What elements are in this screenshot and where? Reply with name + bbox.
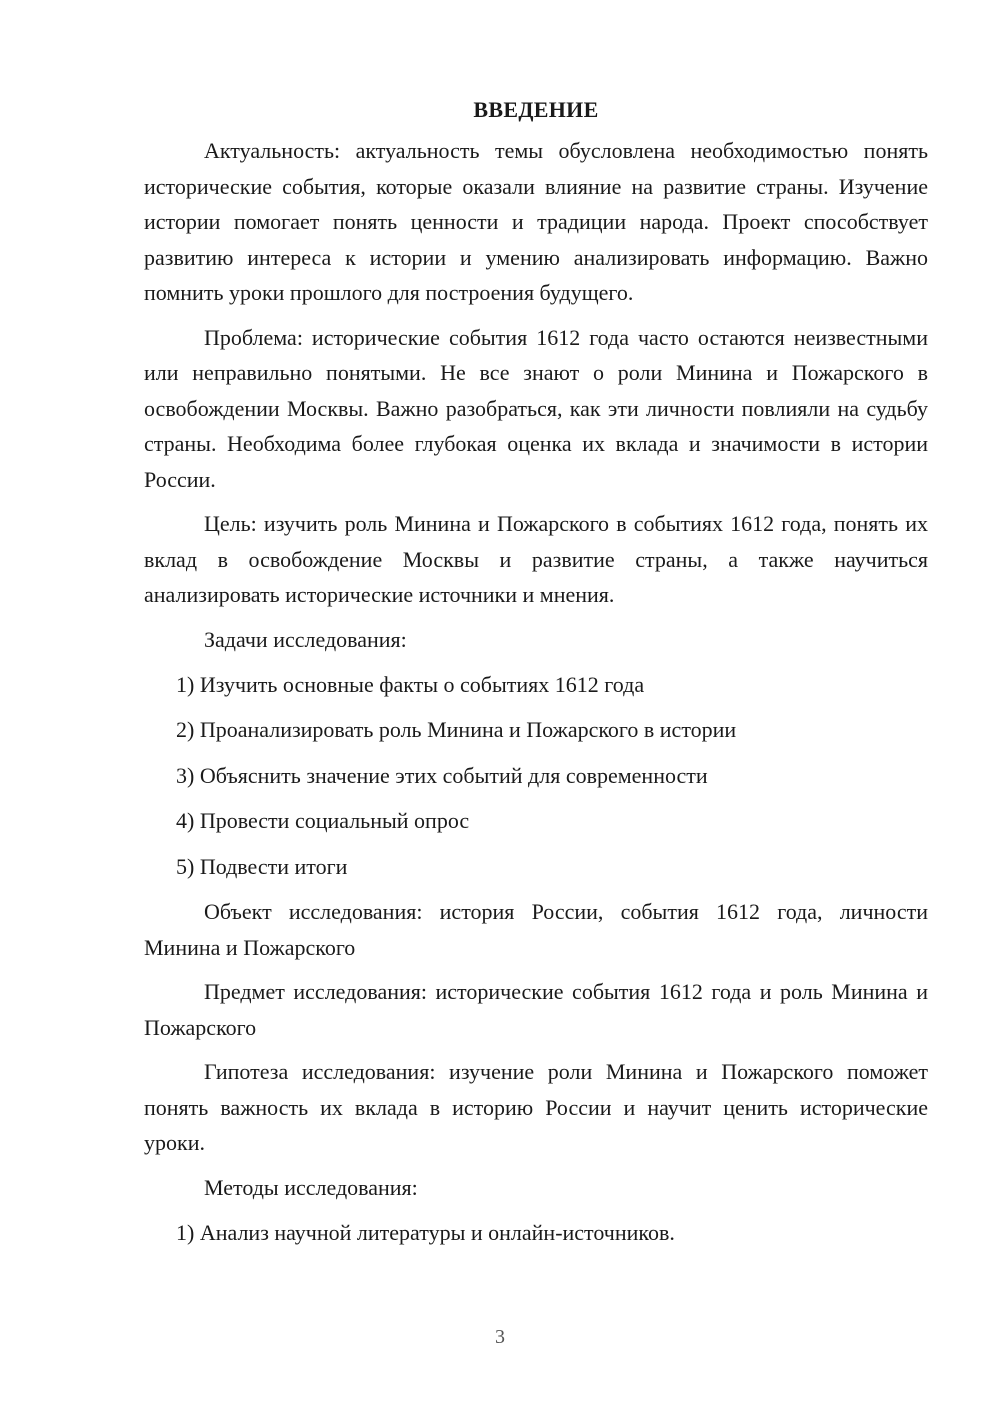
- task-item-3: 3) Объяснить значение этих событий для современности: [176, 762, 708, 788]
- goal-paragraph: Цель: изучить роль Минина и Пожарского в событиях 1612 года, понять их вклад в освобождение Москвы и развитие страны, а также научиться анализировать исторические источники и мнения.: [144, 511, 928, 607]
- hypothesis-paragraph: Гипотеза исследования: изучение роли Минина и Пожарского поможет понять важность их вклада в историю России и научит ценить исторические уроки.: [144, 1059, 928, 1155]
- document-page: [144, 92, 928, 1260]
- page-number: 3: [495, 1326, 505, 1348]
- task-item-2: 2) Проанализировать роль Минина и Пожарского в истории: [176, 717, 737, 742]
- problem-paragraph: Проблема: исторические события 1612 года часто остаются неизвестными или неправильно понятыми. Не все знают о роли Минина и Пожарского в освобождении Москвы. Важно разобраться, как эти личности повлияли на судьбу страны. Необходима более глубокая оценка их вклада и значимости в истории России.: [144, 324, 928, 492]
- task-item-5: 5) Подвести итоги: [176, 853, 348, 879]
- subject-paragraph: Предмет исследования: исторические события 1612 года и роль Минина и Пожарского: [144, 979, 928, 1040]
- relevance-paragraph: Актуальность: актуальность темы обусловлена необходимостью понять исторические события, которые оказали влияние на развитие страны. Изучение истории помогает понять ценности и традиции народа. Проект способствует развитию интереса к истории и умению анализировать информацию. Важно помнить уроки прошлого для построения будущего.: [144, 138, 928, 305]
- tasks-heading: Задачи исследования:: [204, 626, 407, 652]
- method-item-1: 1) Анализ научной литературы и онлайн-источников.: [176, 1219, 675, 1245]
- task-item-1: 1) Изучить основные факты о событиях 1612 года: [176, 671, 645, 697]
- methods-heading: Методы исследования:: [204, 1174, 418, 1200]
- task-item-4: 4) Провести социальный опрос: [176, 808, 470, 833]
- object-paragraph: Объект исследования: история России, события 1612 года, личности Минина и Пожарского: [144, 899, 928, 960]
- page-title: ВВЕДЕНИЕ: [473, 97, 599, 122]
